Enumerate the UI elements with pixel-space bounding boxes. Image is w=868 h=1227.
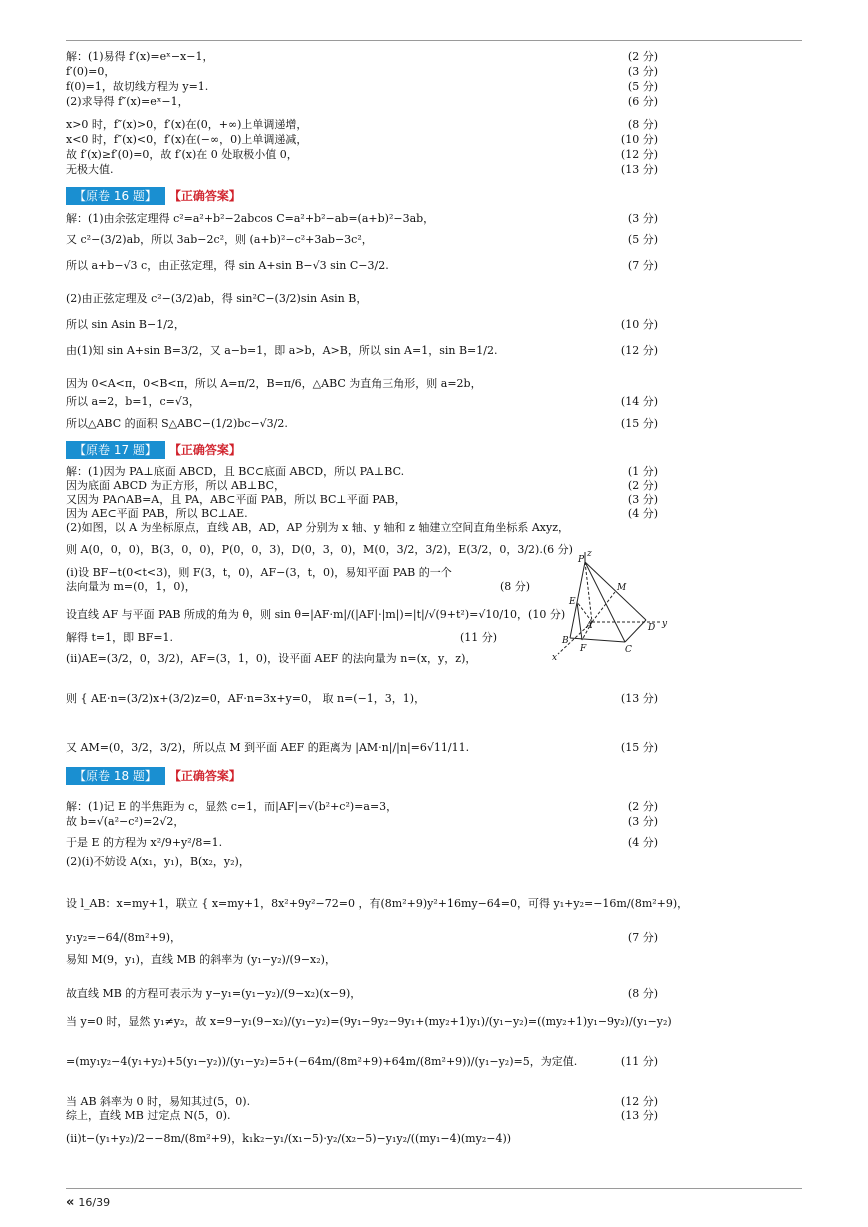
line-text: (2)如图，以 A 为坐标原点，直线 AB，AD，AP 分别为 x 轴、y 轴和 z 轴建立空间直角坐标系 Axyz， xyxy=(66,521,569,534)
line-text: 设直线 AF 与平面 PAB 所成的角为 θ，则 sin θ=|AF·m|/(|AF|·|m|)=|t|/√(9+t²)=√10/10，(10 分) xyxy=(66,608,566,621)
line-text: f′(0)=0， xyxy=(66,65,116,78)
line-text: 又因为 PA∩AB=A，且 PA，AB⊂平面 PAB，所以 BC⊥平面 PAB， xyxy=(66,493,406,506)
score-mark: (4 分) xyxy=(627,836,658,849)
edge-pa xyxy=(585,562,592,622)
score-mark: (1 分) xyxy=(627,465,658,478)
page-number: 16/39 xyxy=(78,1196,111,1209)
line-text: 因为 AE⊂平面 PAB，所以 BC⊥AE. xyxy=(66,507,248,520)
line-text: =(my₁y₂−4(y₁+y₂)+5(y₁−y₂))/(y₁−y₂)=5+(−64m/(8m²+9)+64m/(8m²+9))/(y₁−y₂)=5，为定值. xyxy=(66,1055,578,1068)
score-mark: (11 分) xyxy=(620,1055,658,1068)
score-mark: (7 分) xyxy=(627,931,658,944)
line-text: y₁y₂=−64/(8m²+9)， xyxy=(66,931,182,944)
line-text: 又 AM=(0，3/2，3/2)，所以点 M 到平面 AEF 的距离为 |AM·n|/|n|=6√11/11. xyxy=(66,741,470,754)
label-d: D xyxy=(648,623,656,633)
score-mark: (10 分) xyxy=(620,318,658,331)
line-text: (ⅱ)AE=(3/2，0，3/2)，AF=(3，1，0)，设平面 AEF 的法向量为 n=(x，y，z)， xyxy=(66,652,477,665)
score-mark: (12 分) xyxy=(620,148,658,161)
score-mark: (5 分) xyxy=(627,80,658,93)
answer-label: 【正确答案】 xyxy=(168,189,241,203)
score-mark: (2 分) xyxy=(627,800,658,813)
line-text: (2)由正弦定理及 c²−(3/2)ab，得 sin²C−(3/2)sin Asin B， xyxy=(66,292,368,305)
line-text: 所以 sin Asin B−1/2， xyxy=(66,318,185,331)
line-text: 因为底面 ABCD 为正方形，所以 AB⊥BC， xyxy=(66,479,286,492)
score-mark: (14 分) xyxy=(620,395,658,408)
question-tag: 【原卷 18 题】 xyxy=(66,767,165,785)
line-text: 故 f′(x)≥f′(0)=0，故 f′(x)在 0 处取极小值 0， xyxy=(66,148,298,161)
answer-label: 【正确答案】 xyxy=(168,769,241,783)
label-e: E xyxy=(569,597,576,607)
line-text: x>0 时，f″(x)>0，f′(x)在(0，+∞)上单调递增， xyxy=(66,118,308,131)
bottom-rule xyxy=(66,1188,802,1189)
line-text: 综上，直线 MB 过定点 N(5，0). xyxy=(66,1109,231,1122)
score-mark: (3 分) xyxy=(627,212,658,225)
line-text: 所以 a+b−√3 c，由正弦定理，得 sin A+sin B−√3 sin C−3/2. xyxy=(66,259,389,272)
score-mark: (13 分) xyxy=(620,1109,658,1122)
line-text: f(0)=1，故切线方程为 y=1. xyxy=(66,80,209,93)
score-mark: (12 分) xyxy=(620,344,658,357)
score-mark: (15 分) xyxy=(620,741,658,754)
line-text: 由(1)知 sin A+sin B=3/2，又 a−b=1，即 a>b，A>B，所以 sin A=1，sin B=1/2. xyxy=(66,344,498,357)
score-mark: (15 分) xyxy=(620,417,658,430)
score-mark: (12 分) xyxy=(620,1095,658,1108)
line-text: 则 A(0，0，0)，B(3，0，0)，P(0，0，3)，D(0，3，0)，M(0，3/2，3/2)，E(3/2，0，3/2).(6 分) xyxy=(66,543,573,556)
pyramid-figure xyxy=(550,550,670,660)
label-b: B xyxy=(562,636,569,646)
score-mark: (7 分) xyxy=(627,259,658,272)
question-tag: 【原卷 17 题】 xyxy=(66,441,165,459)
label-y: y xyxy=(662,619,668,629)
edge-pd xyxy=(585,562,646,620)
score-mark: (10 分) xyxy=(620,133,658,146)
label-f: F xyxy=(580,644,587,654)
top-rule xyxy=(66,40,802,41)
line-text: 当 AB 斜率为 0 时，易知其过(5，0). xyxy=(66,1095,251,1108)
line-text: 所以△ABC 的面积 S△ABC−(1/2)bc−√3/2. xyxy=(66,417,288,430)
score-mark: (6 分) xyxy=(627,95,658,108)
line-text: (2)(ⅰ)不妨设 A(x₁，y₁)，B(x₂，y₂)， xyxy=(66,855,250,868)
score-mark: (2 分) xyxy=(627,479,658,492)
line-text: 故直线 MB 的方程可表示为 y−y₁=(y₁−y₂)/(9−x₂)(x−9)， xyxy=(66,987,362,1000)
line-text: 解：(1)因为 PA⊥底面 ABCD，且 BC⊂底面 ABCD，所以 PA⊥BC. xyxy=(66,465,405,478)
edge-bc xyxy=(570,638,625,642)
line-text: 于是 E 的方程为 x²/9+y²/8=1. xyxy=(66,836,223,849)
section-header xyxy=(66,767,241,785)
line-text: 故 b=√(a²−c²)=2√2， xyxy=(66,815,185,828)
score-mark: (5 分) xyxy=(627,233,658,246)
question-tag: 【原卷 16 题】 xyxy=(66,187,165,205)
score-mark: (3 分) xyxy=(627,493,658,506)
line-text: 当 y=0 时，显然 y₁≠y₂，故 x=9−y₁(9−x₂)/(y₁−y₂)=(9y₁−9y₂−9y₁+(my₂+1)y₁)/(y₁−y₂)=((my₂+1)y₁−9y₂)/(y₁−y₂) xyxy=(66,1015,672,1028)
section-header xyxy=(66,441,241,459)
label-x: x xyxy=(552,653,558,660)
section-header xyxy=(66,187,241,205)
score-mark: (2 分) xyxy=(627,50,658,63)
line-text: x<0 时，f″(x)<0，f′(x)在(−∞，0)上单调递减， xyxy=(66,133,308,146)
page-footer xyxy=(66,1195,110,1210)
score-mark: (3 分) xyxy=(627,815,658,828)
line-text: 解得 t=1，即 BF=1. xyxy=(66,631,174,644)
line-text: 解：(1)由余弦定理得 c²=a²+b²−2abcos C=a²+b²−ab=(a+b)²−3ab， xyxy=(66,212,435,225)
line-text: (ⅱ)t−(y₁+y₂)/2−−8m/(8m²+9)，k₁k₂−y₁/(x₁−5)·y₂/(x₂−5)−y₁y₂/((my₁−4)(my₂−4)) xyxy=(66,1132,512,1145)
line-text: 解：(1)记 E 的半焦距为 c，显然 c=1，而|AF|=√(b²+c²)=a=3， xyxy=(66,800,398,813)
line-text: 解：(1)易得 f′(x)=eˣ−x−1， xyxy=(66,50,214,63)
label-p: P xyxy=(578,555,585,565)
label-z: z xyxy=(587,550,592,559)
label-c: C xyxy=(625,645,632,655)
edge-cd xyxy=(625,620,646,642)
line-text: 因为 0<A<π，0<B<π，所以 A=π/2，B=π/6，△ABC 为直角三角形，则 a=2b， xyxy=(66,377,482,390)
line-text: 则 { AE·n=(3/2)x+(3/2)z=0，AF·n=3x+y=0， 取 n=(−1，3，1)， xyxy=(66,692,426,705)
line-text: 法向量为 m=(0，1，0)， xyxy=(66,580,196,593)
score-mark: (13 分) xyxy=(620,692,658,705)
score-mark: (8 分) xyxy=(627,987,658,1000)
label-m: M xyxy=(617,583,627,593)
line-text: 所以 a=2，b=1，c=√3， xyxy=(66,395,200,408)
score-mark: (8 分) xyxy=(627,118,658,131)
line-text: (ⅰ)设 BF−t(0<t<3)，则 F(3，t，0)，AF−(3，t，0)，易知平面 PAB 的一个 xyxy=(66,566,452,579)
label-a: A xyxy=(586,621,593,631)
answer-label: 【正确答案】 xyxy=(168,443,241,457)
line-text: 设 l_AB：x=my+1，联立 { x=my+1，8x²+9y²−72=0 ，有(8m²+9)y²+16my−64=0，可得 y₁+y₂=−16m/(8m²+9)， xyxy=(66,897,689,910)
line-text: 又 c²−(3/2)ab，所以 3ab−2c²，则 (a+b)²−c²+3ab−3c²， xyxy=(66,233,373,246)
score-mark: (13 分) xyxy=(620,163,658,176)
back-arrows-icon: « xyxy=(66,1195,75,1210)
line-text: 无极大值. xyxy=(66,163,114,176)
score-mark: (4 分) xyxy=(627,507,658,520)
segment-am xyxy=(592,592,615,622)
line-text: (2)求导得 f″(x)=eˣ−1， xyxy=(66,95,189,108)
line-text: 易知 M(9，y₁)，直线 MB 的斜率为 (y₁−y₂)/(9−x₂)， xyxy=(66,953,336,966)
score-mark: (3 分) xyxy=(627,65,658,78)
